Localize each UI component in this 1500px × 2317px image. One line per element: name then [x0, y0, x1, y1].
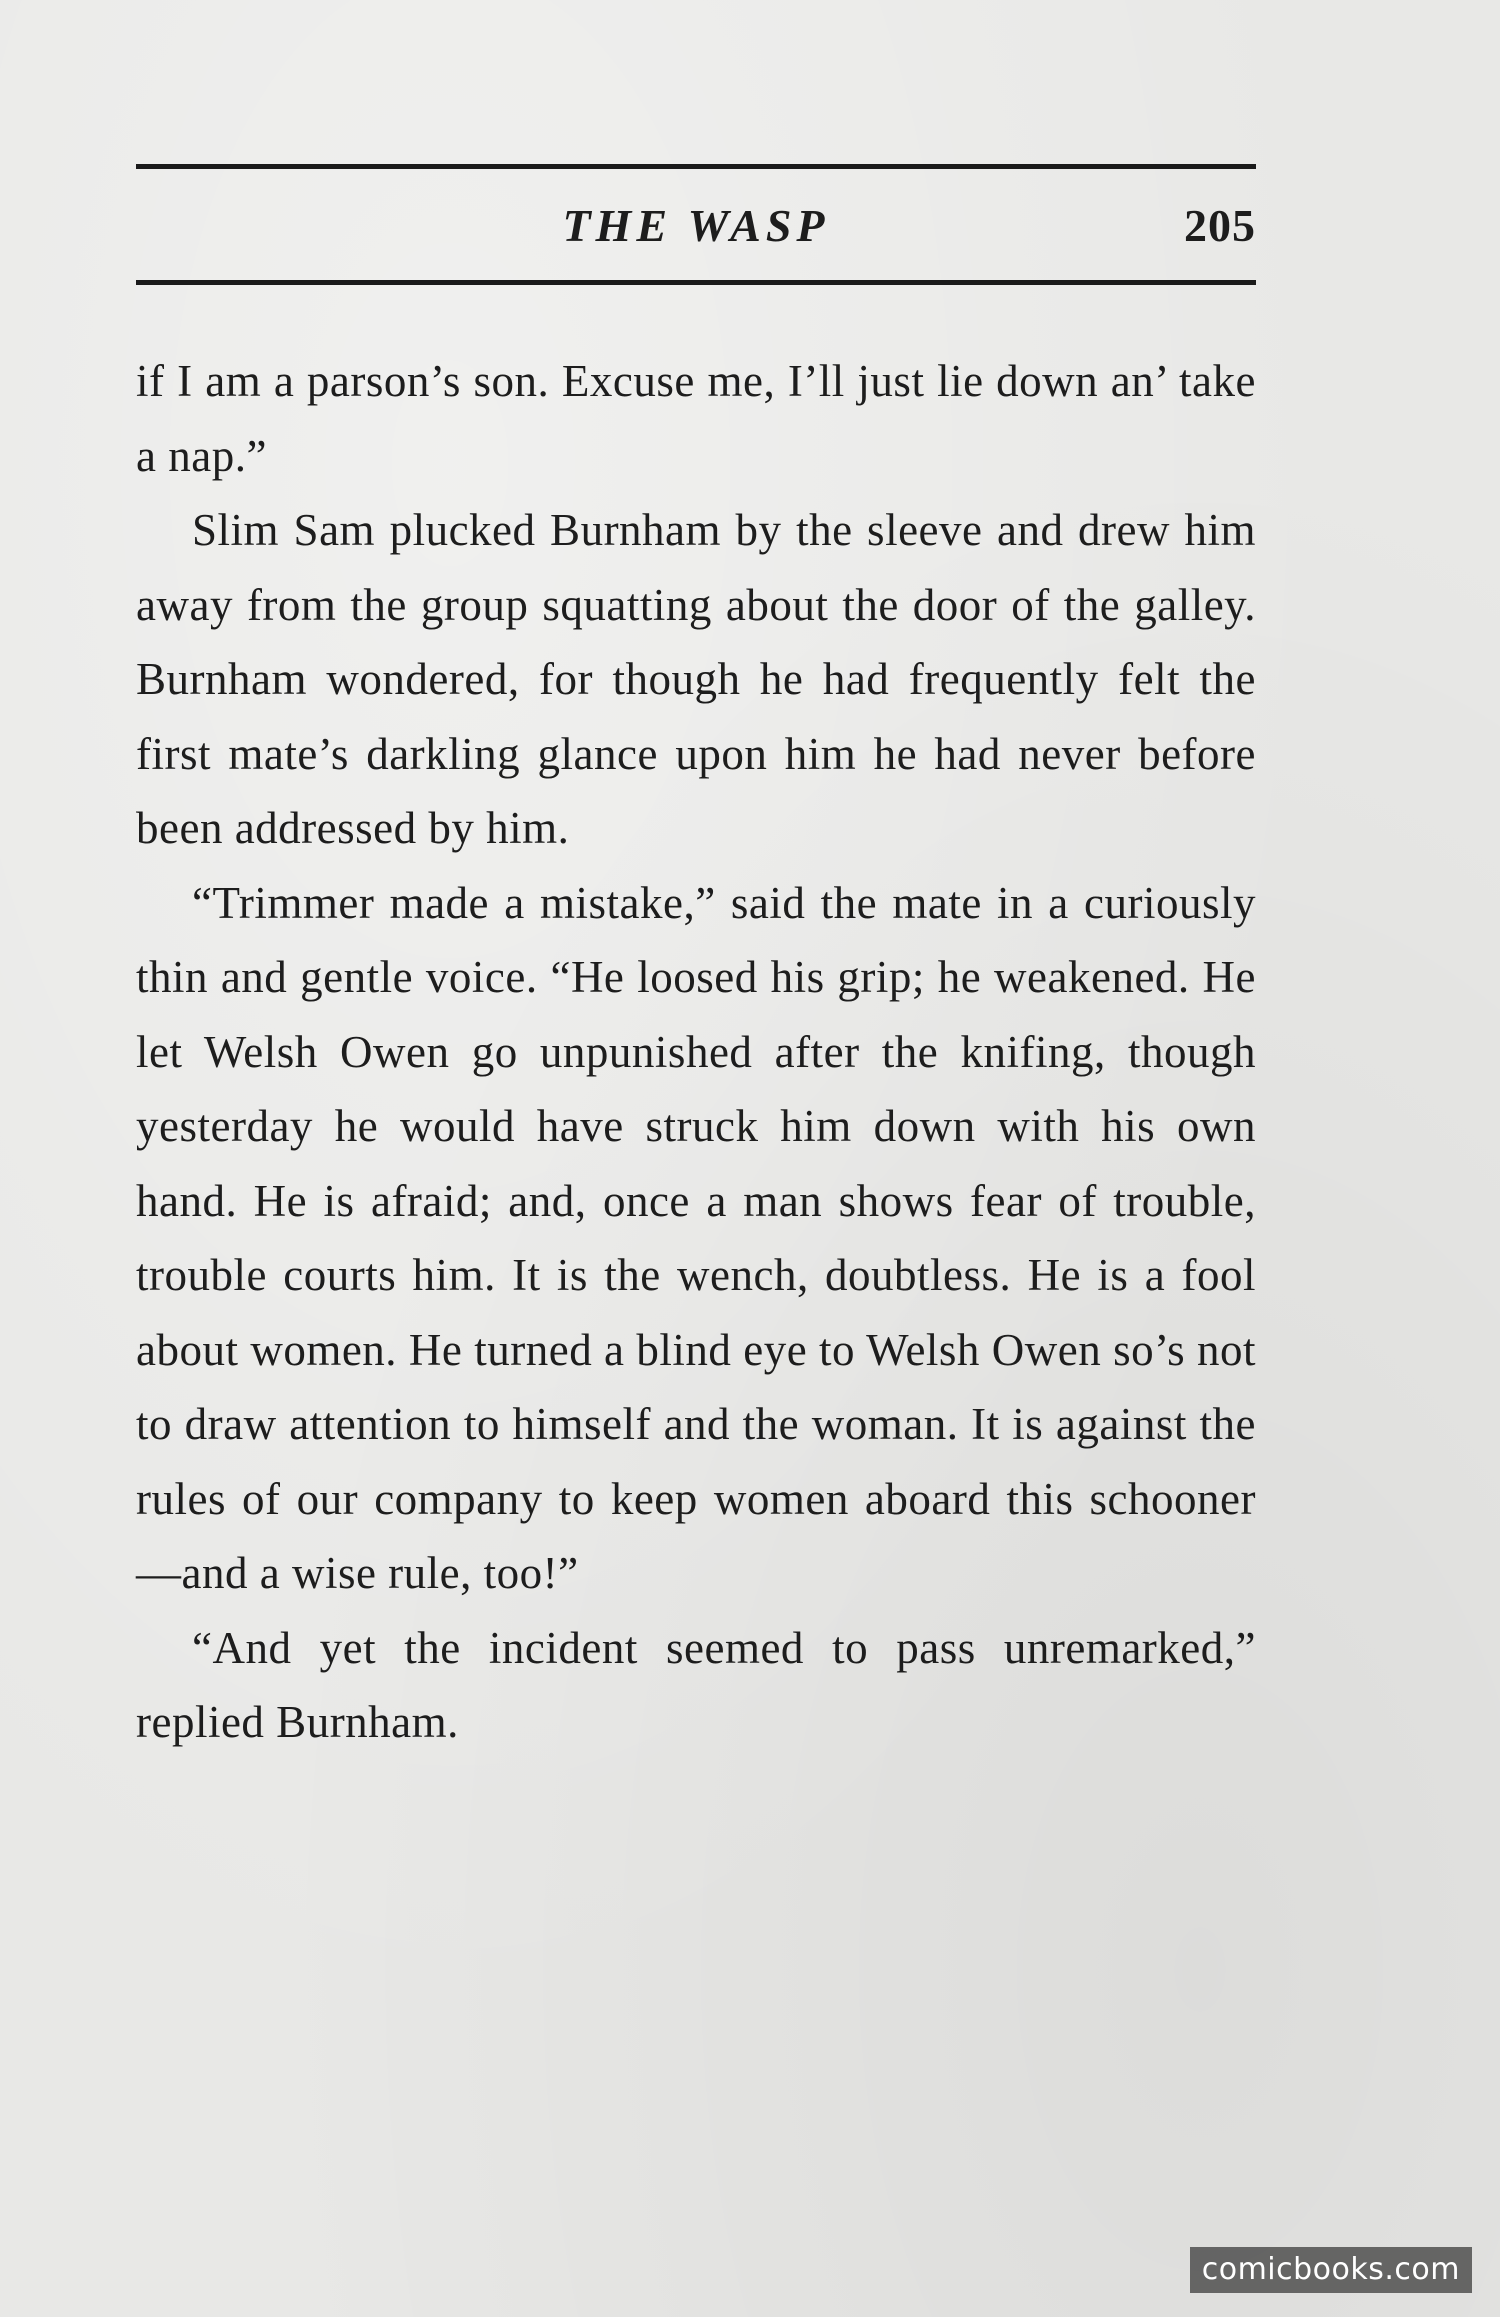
header-rule-bottom — [136, 280, 1256, 285]
watermark: comicbooks.com — [1190, 2247, 1472, 2293]
paragraph: “Trimmer made a mistake,” said the mate in a curiously thin and gentle voice. “He loosed his grip; he weakened. He let Welsh Owen go unpunished after the knifing, though yesterday he would have struck him down with his own hand. He is afraid; and, once a man shows fear of trouble, trouble courts him. It is the wench, doubtless. He is a fool about women. He turned a blind eye to Welsh Owen so’s not to draw attention to himself and the woman. It is against the rules of our company to keep women aboard this schooner—and a wise rule, too!” — [136, 877, 1256, 1598]
paragraph: “And yet the incident seemed to pass unremarked,” replied Burnham. — [136, 1622, 1256, 1747]
paragraph: if I am a parson’s son. Excuse me, I’ll just lie down an’ take a nap.” — [136, 356, 1256, 481]
page-number: 205 — [1184, 200, 1256, 251]
paragraph: Slim Sam plucked Burnham by the sleeve and drew him away from the group squatting about the door of the galley. Burnham wondered, for though he had frequently felt the first mate’s darkling glance upon him he had never before been addressed by him. — [136, 505, 1256, 853]
running-title: THE WASP — [562, 200, 830, 251]
header-rule-top — [136, 164, 1256, 169]
body-text — [136, 344, 1256, 1760]
